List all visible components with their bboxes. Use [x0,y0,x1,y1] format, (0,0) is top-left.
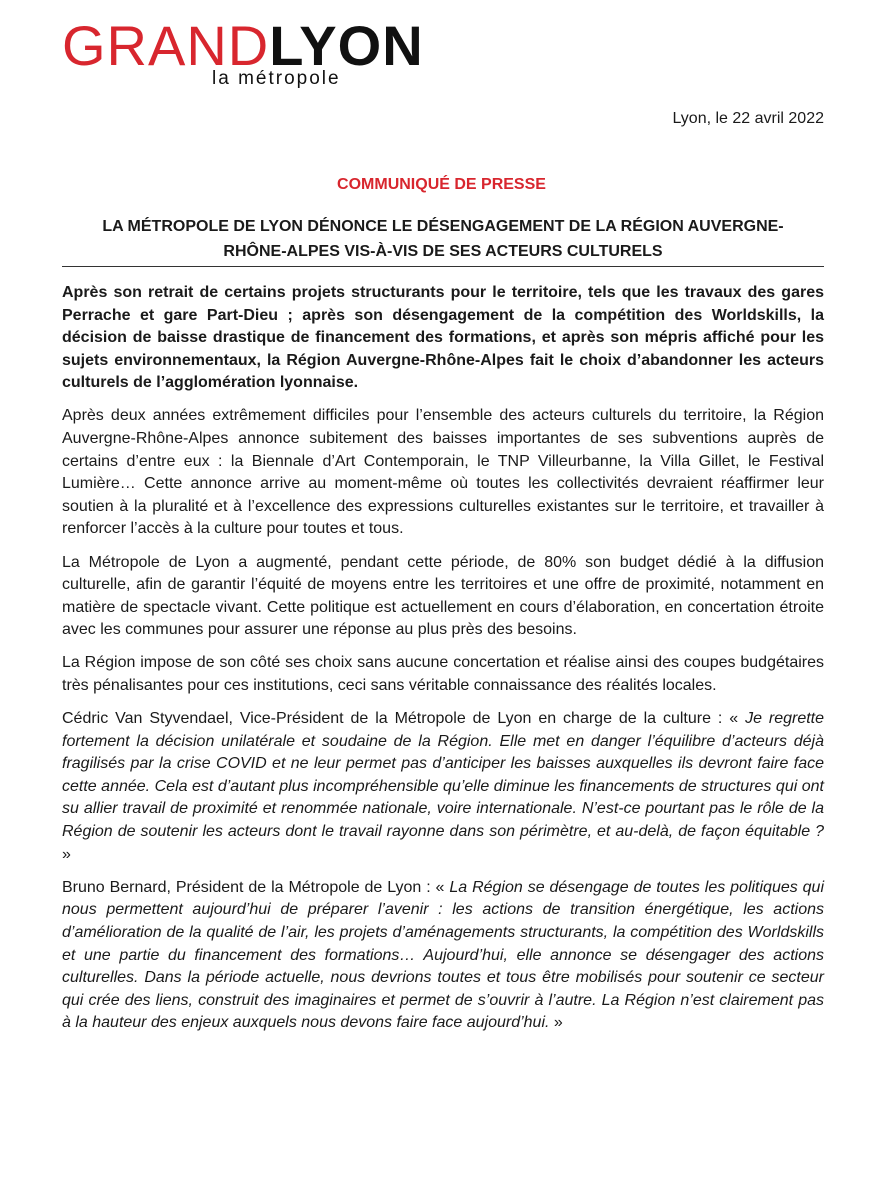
logo-tagline: la métropole [212,68,341,89]
paragraph-3: La Région impose de son côté ses choix sans aucune concertation et réalise ainsi des coupes budgétaires très pénalisantes pour ces institutions, ceci sans véritable connaissance des réalités locales. [62,654,824,694]
quote-paragraph-2 [62,877,824,1035]
headline-line-1: LA MÉTROPOLE DE LYON DÉNONCE LE DÉSENGAGEMENT DE LA RÉGION AUVERGNE- [102,218,784,235]
quote-paragraph-1 [62,708,824,866]
press-release-label: COMMUNIQUÉ DE PRESSE [337,176,546,193]
quote-1-close: » [62,845,71,863]
quote-2-close: » [549,1014,563,1032]
quote-1-attribution: Cédric Van Styvendael, Vice-Président de la Métropole de Lyon en charge de la culture : « [62,710,746,728]
grandlyon-logo [62,14,424,89]
paragraph-2: La Métropole de Lyon a augmenté, pendant cette période, de 80% son budget dédié à la diffusion culturelle, afin de garantir l’équité de moyens entre les territoires et une offre de proximité, notamment en matière de spectacle vivant. Cette politique est actuellement en cours d’élaboration, en concertation étroite avec les communes pour assurer une réponse au plus près des besoins. [62,553,824,639]
quote-2-attribution: Bruno Bernard, Président de la Métropole de Lyon : « [62,878,450,896]
logo-wordmark [62,14,424,77]
release-date: Lyon, le 22 avril 2022 [672,110,824,127]
article-body [62,282,824,1045]
headline-divider [62,266,824,267]
headline-line-2: RHÔNE-ALPES VIS-À-VIS DE SES ACTEURS CULTURELS [223,243,663,260]
headline [62,214,824,264]
quote-2-text: La Région se désengage de toutes les politiques qui nous permettent aujourd’hui de préparer l’avenir : les actions de transition énergétique, les actions d’amélioration de la qualité de l’air, les projets d’aménagements structurants, la compétition des Worldskills et une partie du financement des formations… Aujourd’hui, elle annonce se désengager des actions culturelles. Dans la période actuelle, nous devrions toutes et tous être mobilisés pour soutenir ce secteur qui crée des liens, construit des imaginaires et permet de s’ouvrir à l’autre. La Région n’est clairement pas à la hauteur des enjeux auxquels nous devons faire face aujourd’hui. [62,878,825,1032]
quote-1-text: Je regrette fortement la décision unilatérale et soudaine de la Région. Elle met en danger l’équilibre d’acteurs déjà fragilisés par la crise COVID et ne leur permet pas d’anticiper les baisses auxquelles ils devront faire face cette année. Cela est d’autant plus incompréhensible qu’elle diminue les financements de structures qui ont su allier travail de proximité et renommée nationale, voire internationale. N’est-ce pourtant pas le rôle de la Région de soutenir les acteurs dont le travail rayonne dans son périmètre, et au-delà, de façon équitable ? [62,710,825,841]
lead-paragraph: Après son retrait de certains projets structurants pour le territoire, tels que les travaux des gares Perrache et gare Part-Dieu ; après son désengagement de la compétition des Worldskills, la décision de baisse drastique de financement des formations, et après son mépris affiché pour les sujets environnementaux, la Région Auvergne-Rhône-Alpes fait le choix d’abandonner les acteurs culturels de l’agglomération lyonnaise. [62,284,824,392]
logo-grand: GRAND [62,14,270,77]
paragraph-1: Après deux années extrêmement difficiles pour l’ensemble des acteurs culturels du territoire, la Région Auvergne-Rhône-Alpes annonce subitement des baisses importantes de ses subventions auprès de certains d’entre eux : la Biennale d’Art Contemporain, le TNP Villeurbanne, la Villa Gillet, le Festival Lumière… Cette annonce arrive au moment-même où toutes les collectivités devraient réaffirmer leur soutien à la pluralité et à l’excellence des expressions culturelles existantes sur le territoire, et travailler à renforcer l’accès à la culture pour toutes et tous. [62,407,824,538]
logo-lyon: LYON [269,14,424,77]
